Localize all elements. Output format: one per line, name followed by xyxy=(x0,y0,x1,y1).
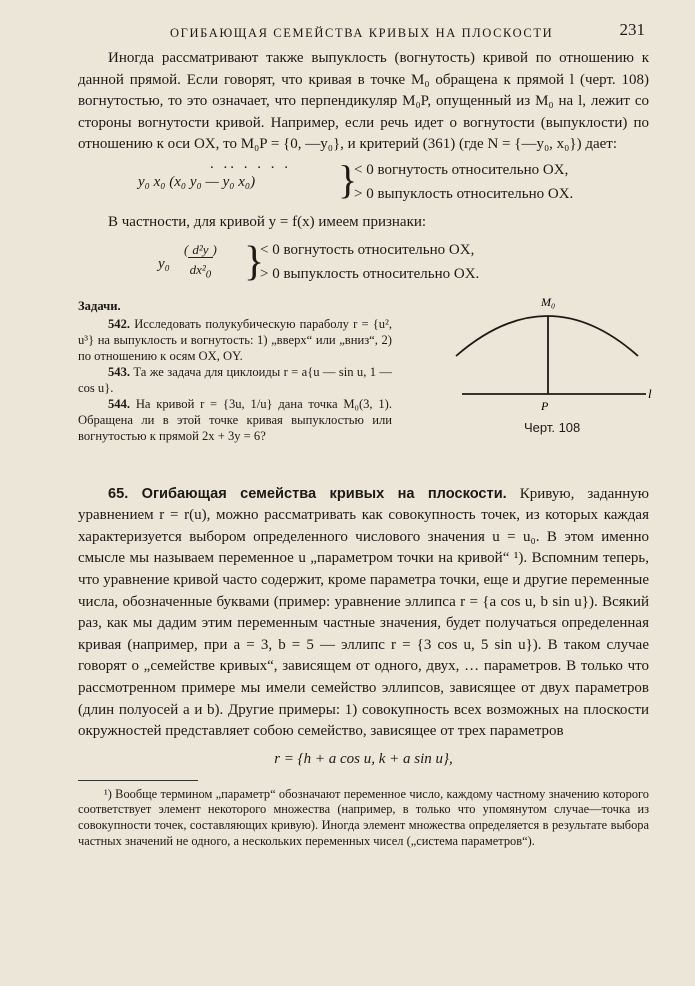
task-544-text: На кривой r = {3u, 1/u} дана точка M₀(3, 1). Обращена ли в этой точке кривая выпуклостью или вогнутостью к прямой 2x + 3y = 6? xyxy=(78,396,392,443)
formula2-case-convex: > 0 выпуклость относительно OX. xyxy=(260,265,480,282)
formula2-case-concave: < 0 вогнутость относительно OX, xyxy=(260,241,475,258)
figure-drawing xyxy=(438,286,658,416)
section-heading: 65. Огибающая семейства кривых на плоскости. xyxy=(108,485,507,502)
footnote-rule xyxy=(78,780,198,781)
label-l: l xyxy=(648,385,652,401)
figure-caption: Черт. 108 xyxy=(524,419,581,435)
tasks-heading: Задачи. xyxy=(78,298,121,313)
formula-case-convex: > 0 выпуклость относительно OX. xyxy=(354,185,574,202)
formula-convexity-ox xyxy=(138,155,649,206)
formula-case-concave: < 0 вогнутость относительно OX, xyxy=(354,161,569,178)
formula-y0: y₀ xyxy=(158,255,170,272)
formula-brace-2: } xyxy=(244,238,265,285)
running-title: ОГИБАЮЩАЯ СЕМЕЙСТВА КРИВЫХ НА ПЛОСКОСТИ xyxy=(170,26,554,40)
task-542 xyxy=(78,316,392,364)
formula-second-derivative xyxy=(158,240,649,290)
fraction-subscript: 0 xyxy=(205,268,212,281)
formula-brace: } xyxy=(338,156,358,202)
task-542-number: 542. xyxy=(108,316,131,331)
section-text: Кривую, заданную уравнением r = r(u), можно рассматривать как совокупность точек, из которых каждая характеризуется выбором определенного числового значения u = u₀. В этом именно смысле мы называем переменное u „параметром точки на кривой“ ¹). Вспомним теперь, что уравнение кривой часто содержит, кроме параметра точки, еще и другие переменные числа, обозначенные буквами (пример: уравнение эллипса r = {a cos u, b sin u}). Всякий раз, как мы дадим этим переменным частные значения, будет получаться определенная кривая (например, при a = 3, b = 5 — эллипс r = {3 cos u, 5 sin u}). В таком случае говорят о „семействе кривых“, зависящем от одного, двух, … параметров. В только что рассмотренном примере мы имели семейство эллипсов, зависящее от двух параметров (длин полуосей a и b). Другие примеры: 1) совокупность всех возможных на плоскости окружностей представляет собою семейство, зависящее от трех параметров xyxy=(78,485,649,740)
task-544 xyxy=(78,396,392,444)
task-544-number: 544. xyxy=(108,396,131,411)
tasks-and-figure xyxy=(78,294,652,478)
task-543 xyxy=(78,364,392,396)
label-p: P xyxy=(541,398,549,413)
paragraph-convexity: Иногда рассматривают также выпуклость (вогнутость) кривой по отношению к данной прямой. Если говорят, что кривая в точке M₀ обращена к прямой l (черт. 108) вогнутостью, то это означает, что перпендикуляр M₀P, опущенный из M₀ на l, лежит со стороны вогнутости кривой. Например, если речь идет о вогнутости (выпуклости) по отношению к оси OX, то M₀P = {0, —y₀}, и критерий (361) (где N = {—y₀, x₀}) дает: xyxy=(78,50,649,153)
task-543-text: Та же задача для циклоиды r = a{u — sin u, 1 — cos u}. xyxy=(78,364,393,395)
tasks-block xyxy=(78,298,392,444)
page-number: 231 xyxy=(619,20,645,39)
page-header xyxy=(78,18,649,48)
formula-circle-family: r = {h + a cos u, k + a sin u}, xyxy=(274,750,453,767)
paragraph-particular: В частности, для кривой y = f(x) имеем признаки: xyxy=(108,213,427,230)
footnote-text: ¹) Вообще термином „параметр“ обозначают переменное число, каждому частному значению которого соответствует элемент некоторого множества (например, в только что упомянутом случае—точка из совокупности точек, составляющих кривую). Иногда элемент множества определяется в результате выбора частных значений не одного, а нескольких переменных чисел („система параметров“). xyxy=(78,786,649,849)
section-65 xyxy=(78,484,649,743)
task-543-number: 543. xyxy=(108,364,131,379)
formula-lhs: y₀ x₀ (x₀ y₀ — y₀ x₀) xyxy=(138,173,256,190)
fraction-denominator: dx² xyxy=(189,261,206,277)
curve-arc xyxy=(456,316,638,356)
figure-108 xyxy=(438,286,658,466)
formula-fraction: ( d²y ) $dx^2_0$ xyxy=(184,241,217,281)
footnote xyxy=(78,787,649,850)
label-m0: M₀ xyxy=(541,294,556,309)
fraction-numerator: d²y xyxy=(188,242,212,258)
task-542-text: Исследовать полукубическую параболу r = {u², u³} на выпуклость и вогнутость: 1) „вверх“ или „вниз“, 2) по отношению к осям OX, OY. xyxy=(78,316,392,363)
formula-dots: . .. . . . . xyxy=(210,155,291,172)
